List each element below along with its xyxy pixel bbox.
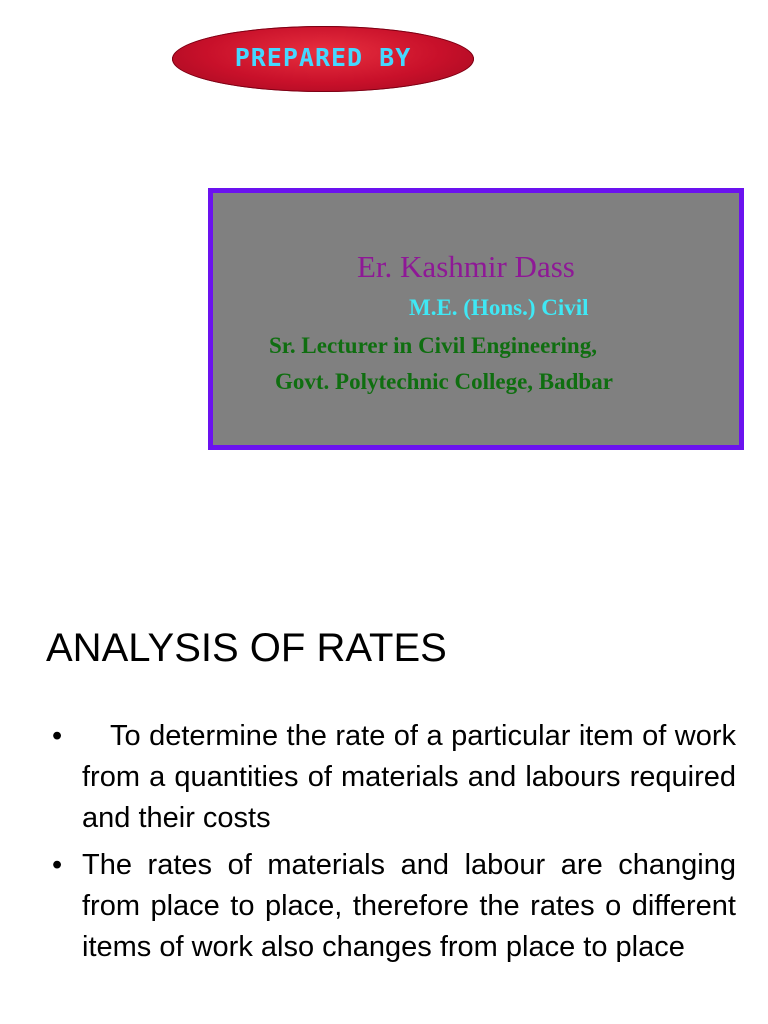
bullet-marker: • bbox=[52, 720, 63, 752]
bullet-text: The rates of materials and labour are changing from place to place, therefore the rates o different items of work also changes from place to place bbox=[82, 849, 736, 963]
author-name: Er. Kashmir Dass bbox=[357, 249, 575, 284]
prepared-by-label: PREPARED BY bbox=[234, 42, 412, 72]
bullet-list bbox=[52, 716, 736, 974]
list-item bbox=[52, 716, 736, 839]
author-degree: M.E. (Hons.) Civil bbox=[409, 295, 589, 320]
prepared-by-badge bbox=[172, 26, 474, 92]
bullet-text: To determine the rate of a particular item of work from a quantities of materials and labours required and their costs bbox=[82, 720, 736, 834]
author-position: Sr. Lecturer in Civil Engineering, bbox=[269, 333, 597, 358]
section-title: ANALYSIS OF RATES bbox=[46, 626, 447, 670]
author-info-box bbox=[208, 188, 744, 450]
list-item bbox=[52, 845, 736, 968]
bullet-marker: • bbox=[52, 849, 63, 881]
author-college: Govt. Polytechnic College, Badbar bbox=[275, 369, 613, 394]
